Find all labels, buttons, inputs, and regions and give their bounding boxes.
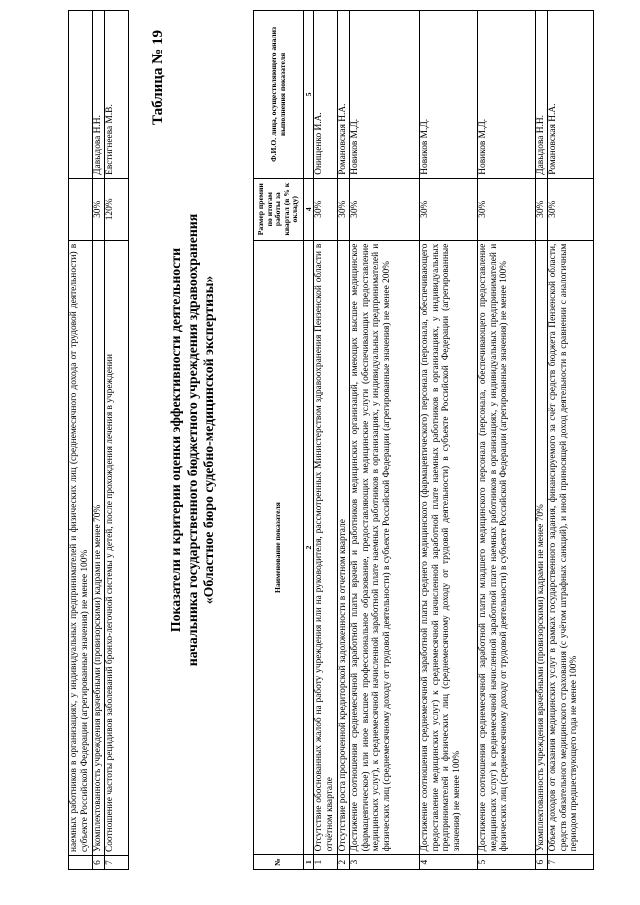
column-number: 1 bbox=[304, 855, 314, 870]
column-number: 4 bbox=[304, 178, 314, 240]
table-row bbox=[350, 11, 420, 870]
table-title bbox=[168, 10, 218, 870]
row-person: Романовская Н.А. bbox=[548, 11, 594, 179]
row-person: Новиков М.Д. bbox=[350, 11, 420, 179]
row-text: наемных работников в организациях, у индивидуальных предпринимателей и физических лиц (среднемесячного дохода от трудовой деятельности) в субъекте Российской Федерации (агрегированные значения) не менее 100% bbox=[69, 240, 93, 855]
table-number: Таблица № 19 bbox=[150, 30, 166, 126]
row-text: Соотношение частоты рецидивов заболеваний бронхо-легочной системы у детей, после прохождения лечения в учреждении bbox=[105, 240, 129, 855]
table-row bbox=[105, 11, 129, 870]
row-percent: 30% bbox=[314, 178, 338, 240]
row-person: Онищенко И.А. bbox=[314, 11, 338, 179]
row-number: 3 bbox=[350, 855, 420, 870]
title-line: начальника государственного бюджетного учреждения здравоохранения bbox=[184, 213, 200, 667]
header-row bbox=[254, 11, 304, 870]
table-row bbox=[536, 11, 548, 870]
row-percent: 30% bbox=[338, 178, 350, 240]
row-percent: 30% bbox=[420, 178, 478, 240]
row-percent: 120% bbox=[105, 178, 129, 240]
indicators-table bbox=[253, 10, 594, 870]
row-percent: 30% bbox=[478, 178, 536, 240]
row-percent: 30% bbox=[548, 178, 594, 240]
row-person: Давыдова Н.Н. bbox=[93, 11, 105, 179]
row-number: 6 bbox=[536, 855, 548, 870]
row-person: Давыдова Н.Н. bbox=[536, 11, 548, 179]
column-number: 2 bbox=[304, 240, 314, 855]
continuation-table bbox=[68, 10, 129, 870]
row-person bbox=[69, 11, 93, 179]
row-number: 7 bbox=[548, 855, 594, 870]
row-number bbox=[69, 856, 93, 870]
row-text: Укомплектованность учреждения врачебными (провизорскими) кадрами не менее 70% bbox=[93, 240, 105, 855]
row-person: Романовская Н.А. bbox=[338, 11, 350, 179]
title-line: Показатели и критерии оценки эффективности деятельности bbox=[168, 247, 183, 633]
table-row bbox=[478, 11, 536, 870]
column-numbers-row bbox=[304, 11, 314, 870]
row-text: Достижение соотношения среднемесячной заработной платы младшего медицинского персонала (персонала, обеспечивающего предоставление медицинских услуг) к среднемесячной начисленной заработной плате наемных работников в организациях, у индивидуальных предпринимателей и физических лиц (среднемесячному доходу от трудовой деятельности) в субъекте Российской Федерации (агрегированные значения) не менее 100% bbox=[478, 240, 536, 855]
row-text: Достижение соотношения среднемесячной заработной платы врачей и работников медицинских организаций, имеющих высшее медицинское (фармацевтическое) или иное высшее профессиональное образование, предоставляющих медицинские услуги (обеспечивающих предоставление медицинских услуг), к среднемесячной начисленной заработной плате наемных работников в организациях, у индивидуальных предпринимателей и физических лиц (среднемесячному доходу от трудовой деятельности) в субъекте Российской Федерации (агрегированные значения) не менее 200% bbox=[350, 240, 420, 855]
row-text: Отсутствие роста просроченной кредиторской задолженности в отчетном квартале bbox=[338, 240, 350, 855]
row-text: Укомплектованность учреждения врачебными (провизорскими) кадрами не менее 70% bbox=[536, 240, 548, 855]
table-row bbox=[314, 11, 338, 870]
table-row bbox=[338, 11, 350, 870]
row-number: 1 bbox=[314, 855, 338, 870]
row-number: 7 bbox=[105, 856, 129, 870]
row-text: Объем доходов от оказания медицинских услуг в рамках государственного задания, финансируемого за счёт средств бюджета Пензенской области, средств обязательного медицинского страхования (с учётом штрафных санкций), и иной приносящей доход деятельности в сравнении с аналогичным периодом предшествующего года не менее 100% bbox=[548, 240, 594, 855]
row-number: 6 bbox=[93, 856, 105, 870]
row-text: Отсутствие обоснованных жалоб на работу учреждения или на руководителя, рассмотренных Министерством здравоохранения Пензенской области в отчётном квартале bbox=[314, 240, 338, 855]
row-number: 2 bbox=[338, 855, 350, 870]
row-person: Новиков М.Д. bbox=[420, 11, 478, 179]
row-number: 5 bbox=[478, 855, 536, 870]
row-person: Новиков М.Д. bbox=[478, 11, 536, 179]
header-percent: Размер премии по итогам работы за квартал (в % к окладу) bbox=[254, 178, 304, 240]
row-percent: 30% bbox=[350, 178, 420, 240]
table-row bbox=[420, 11, 478, 870]
table-row bbox=[93, 11, 105, 870]
header-name: Наименование показателя bbox=[254, 240, 304, 855]
row-number: 4 bbox=[420, 855, 478, 870]
table-row bbox=[69, 11, 93, 870]
row-percent: 30% bbox=[536, 178, 548, 240]
row-percent bbox=[69, 178, 93, 240]
header-person: Ф.И.О. лица, осуществляющего анализ выполнения показателя bbox=[254, 11, 304, 179]
row-text: Достижение соотношения среднемесячной заработной платы среднего медицинского (фармацевтического) персонала (персонала, обеспечивающего предоставление медицинских услуг) к среднемесячной начисленной заработной плате наемных работников в организациях, у индивидуальных предпринимателей и физических лиц (среднемесячному доходу от трудовой деятельности) в субъекте Российской Федерации (агрегированные значения) не менее 100% bbox=[420, 240, 478, 855]
row-person: Евстигнеева М.В. bbox=[105, 11, 129, 179]
column-number: 5 bbox=[304, 11, 314, 179]
table-row bbox=[548, 11, 594, 870]
header-number: № bbox=[254, 855, 304, 870]
title-line: «Областное бюро судебно-медицинской экспертизы» bbox=[201, 275, 216, 605]
row-percent: 30% bbox=[93, 178, 105, 240]
